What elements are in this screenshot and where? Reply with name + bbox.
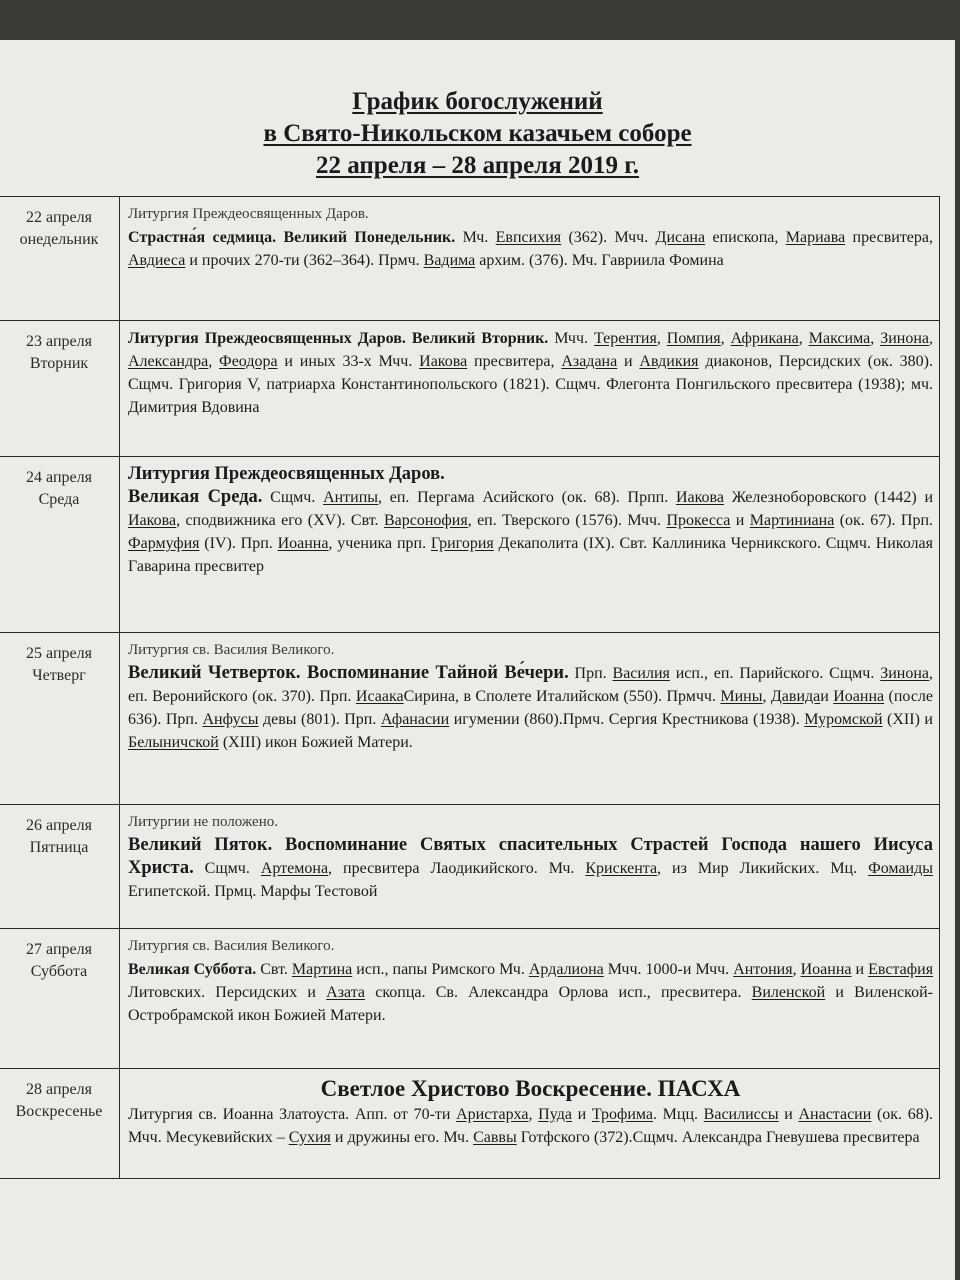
saint-name: Авдиеса [128,252,186,269]
text-run: , пресвитера Лаодикийского. Мч. [328,860,586,877]
service-cell [120,321,940,457]
saint-name: Феодора [219,353,278,370]
day-lead: Великий Четверток. Воспоминание Тайной Ве́чери. [128,663,569,683]
text-run: архим. (376). Мч. Гавриила Фомина [475,252,724,269]
text-run: (XII) и [882,711,933,728]
service-cell [120,1069,940,1179]
saint-name: Муромской [804,711,883,728]
day-lead: Литургия Преждеосвященных Даров. Великий Вторник. [128,330,549,347]
text-run: (362). Мчч. [561,229,656,246]
text-run: , [208,353,220,370]
text-run: , [798,330,809,347]
text-run: , сподвижника его (XV). Свт. [176,512,384,529]
saint-name: Василия [612,665,670,682]
text-run: (XIII) икон Божией Матери. [218,734,413,751]
text-run: исп., папы Римского Мч. [352,961,529,978]
commemoration-text [128,662,933,754]
text-run: девы (801). Прп. [258,711,381,728]
text-run: Декаполита (IX). Свт. Каллиника Черникского. Сщмч. Николая Гаварина пресвитер [128,535,934,575]
commemoration-text [128,463,933,578]
title-line-3: 22 апреля – 28 апреля 2019 г. [315,152,640,179]
day-lead: Великий Пяток. Воспоминание Святых спасительных Страстей Господа нашего Иисуса Христа. [128,835,933,878]
day-weekday: Вторник [29,355,89,372]
saint-name: Ардалиона [528,961,604,978]
text-run: (после 636). Прп. [128,688,934,728]
text-run: Прп. [568,665,613,682]
schedule-sheet [0,40,955,1280]
saint-name: Евпсихия [495,229,562,246]
day-date: 25 апреля [26,645,92,662]
liturgy-line: Литургия св. Василия Великого. [128,642,335,658]
saint-name: Терентия [593,330,657,347]
day-date: 28 апреля [26,1081,92,1098]
day-lead: Литургия Преждеосвященных Даров. [128,464,445,484]
saint-name: Авдикия [639,353,699,370]
text-run: Мчч. 1000-и Мчч. [603,961,734,978]
day-lead: Великая Суббота. [128,961,257,978]
saint-name: Иакова [419,353,468,370]
text-run: и [778,1106,799,1123]
day-date: 22 апреля [26,209,92,226]
saint-name: Иоанна [833,688,885,705]
saint-name: Аристарха [456,1106,529,1123]
saint-name: Зинона [880,665,930,682]
text-run: Литургия св. Иоанна Златоуста. Апп. от 70-ти [128,1106,457,1123]
saint-name: Анфусы [202,711,259,728]
saint-name: Иакова [675,489,724,506]
saint-name: Виленской [751,984,826,1001]
day-cell [0,633,120,805]
saint-name: Сухия [288,1129,331,1146]
text-run: Свт. [260,961,292,978]
saint-name: Белыничской [128,734,219,751]
liturgy-line: Литургия св. Василия Великого. [128,938,335,954]
text-run: диаконов, Персидских (ок. 380). Сщмч. Григория V, патриарха Константинопольского (1821). Сщмч. Флегонта Понгильского пресвитера (1938); мч. Димитрия Вдовина [128,353,934,416]
saint-name: Мариава [785,229,846,246]
liturgy-line: Литургии не положено. [128,814,278,830]
commemoration-text [128,327,933,419]
schedule-row [0,321,940,457]
saint-name: Зинона [880,330,930,347]
day-date: 24 апреля [26,469,92,486]
saint-name: Анастасии [798,1106,872,1123]
text-run: и иных 33-х Мчч. [277,353,420,370]
text-run: , еп. Пергама Асийского (ок. 68). Прпп. [378,489,676,506]
text-run: (ок. 67). Прп. [834,512,934,529]
saint-name: Вадима [423,252,476,269]
text-run: и [571,1106,592,1123]
saint-name: Иоанна [800,961,852,978]
text-run: , [528,1106,539,1123]
title-line-2: в Свято-Никольском казачьем соборе [263,120,692,147]
saint-name: Саввы [473,1129,517,1146]
saint-name: Исаака [355,688,404,705]
text-run: , ученика прп. [328,535,431,552]
feast-headline: Светлое Христово Воскресение. ПАСХА [320,1076,741,1101]
text-run: скопца. Св. Александра Орлова исп., пресвитера. [365,984,752,1001]
schedule-row [0,457,940,633]
day-cell [0,457,120,633]
saint-name: Максима [808,330,871,347]
saint-name: Пуда [538,1106,572,1123]
text-run: пресвитера, [845,229,934,246]
saint-name: Давида [770,688,821,705]
text-run: , [656,330,667,347]
saint-name: Варсонофия [383,512,468,529]
text-run: Готфского (372).Сщмч. Александра Гневушева пресвитера [516,1129,920,1146]
text-run: и [851,961,869,978]
text-run: Железноборовского (1442) и [724,489,934,506]
schedule-row [0,197,940,321]
saint-name: Иоанна [277,535,329,552]
schedule-row [0,929,940,1069]
service-cell [120,457,940,633]
saint-name: Антипы [323,489,379,506]
day-weekday: Пятница [29,839,89,856]
day-cell [0,321,120,457]
text-run: , [762,688,771,705]
schedule-row [0,633,940,805]
saint-name: Трофима [591,1106,654,1123]
saint-name: Мартиниана [749,512,835,529]
text-run: , [929,330,934,347]
saint-name: Азадана [561,353,618,370]
document-header [0,86,955,182]
day-date: 23 апреля [26,333,92,350]
text-run: , еп. Веронийского (ок. 370). Прп. [128,665,934,705]
text-run: Сирина, в Сполете Италийском (550). Прмчч. [403,688,721,705]
saint-name: Афанасии [380,711,450,728]
saint-name: Мартина [291,961,353,978]
text-run: (ок. 68). Мчч. Месукевийских – [128,1106,934,1146]
saint-name: Евстафия [868,961,934,978]
service-cell [120,805,940,929]
text-run: Сщмч. [193,860,261,877]
day-date: 27 апреля [26,941,92,958]
day-cell [0,929,120,1069]
text-run: и Виленской-Остробрамской икон Божией Матери. [128,984,933,1024]
saint-name: Помпия [666,330,721,347]
text-run: , из Мир Ликийских. Мц. [657,860,869,877]
service-cell [120,633,940,805]
saint-name: Мины [720,688,763,705]
saint-name: Прокесса [666,512,731,529]
text-run: , еп. Тверского (1576). Мчч. [467,512,667,529]
text-run: Литовских. Персидских и [128,984,327,1001]
day-lead: Страстна́я седмица. Великий Понедельник. [128,229,456,246]
text-run: Египетской. Прмц. Марфы Тестовой [128,883,378,900]
saint-name: Фомаиды [868,860,933,877]
day-date: 26 апреля [26,817,92,834]
service-cell [120,197,940,321]
text-run: и прочих 270-ти (362–364). Прмч. [185,252,424,269]
day-weekday: Четверг [32,667,86,684]
commemoration-text [128,958,933,1027]
saint-name: Александра [128,353,209,370]
commemoration-text [128,834,933,903]
liturgy-line: Литургия Преждеосвященных Даров. [128,206,369,222]
text-run: . Мцц. [653,1106,704,1123]
saint-name: Дисана [655,229,706,246]
saint-name: Антония [733,961,793,978]
day-cell [0,197,120,321]
text-run: , [870,330,881,347]
schedule-table [0,196,940,1179]
commemoration-text [128,1103,933,1149]
saint-name: Крискента [585,860,658,877]
text-run: , [792,961,801,978]
saint-name: Григория [430,535,494,552]
service-cell [120,929,940,1069]
text-run: и [617,353,640,370]
text-run: епископа, [705,229,786,246]
text-run: и дружины его. Мч. [330,1129,474,1146]
text-run: Сщмч. [262,489,324,506]
saint-name: Фармуфия [128,535,200,552]
day-weekday: Суббота [30,963,88,980]
day-weekday: онедельник [19,231,99,248]
title-line-1: График богослужений [352,88,603,115]
saint-name: Василиссы [703,1106,779,1123]
day-weekday: Среда [38,491,80,508]
text-run: игумении (860).Прмч. Сергия Крестникова (1938). [449,711,805,728]
text-run: Мчч. [554,330,594,347]
saint-name: Африкана [730,330,799,347]
day-cell [0,1069,120,1179]
commemoration-text [128,226,933,272]
saint-name: Артемона [260,860,329,877]
text-run: и [730,512,750,529]
day-weekday: Воскресенье [15,1103,103,1120]
text-run: исп., еп. Парийского. Сщмч. [669,665,881,682]
day-cell [0,805,120,929]
schedule-row [0,805,940,929]
saint-name: Иакова [128,512,177,529]
schedule-row [0,1069,940,1179]
text-run: пресвитера, [467,353,562,370]
text-run: и [820,688,834,705]
day-lead-2: Великая Среда. [128,487,263,507]
text-run: , [720,330,731,347]
text-run: Мч. [462,229,496,246]
saint-name: Азата [326,984,366,1001]
text-run: (IV). Прп. [199,535,278,552]
